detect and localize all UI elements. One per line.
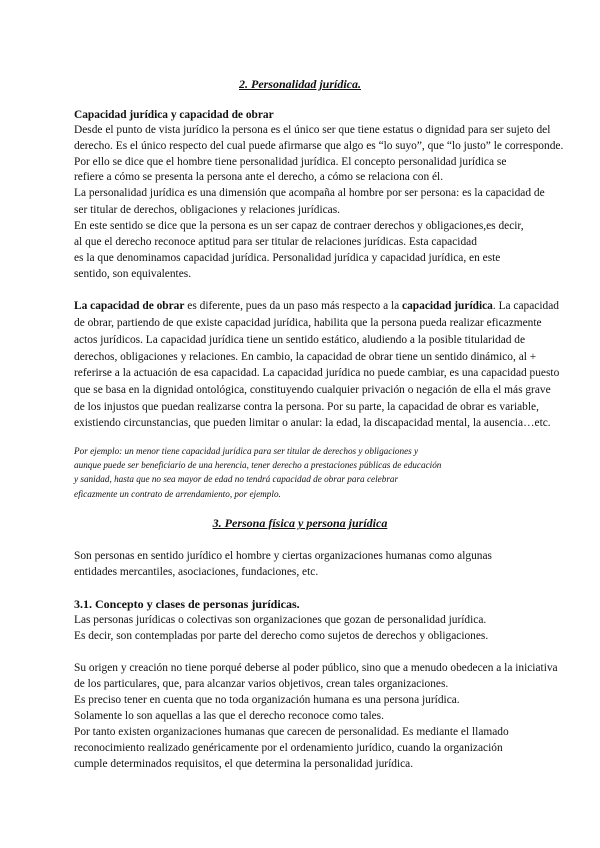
text-line: eficazmente un contrato de arrendamiento, por ejemplo.	[74, 489, 281, 499]
text-line: al que el derecho reconoce aptitud para ser titular de relaciones jurídicas. Esta capacidad	[74, 236, 477, 248]
text-line: Por ejemplo: un menor tiene capacidad jurídica para ser titular de derechos y obligaciones y	[74, 446, 419, 456]
text-line	[74, 299, 559, 313]
text-line: referirse a la actuación de esa capacidad. La capacidad jurídica no puede cambiar, es una capacidad puesto	[74, 367, 560, 379]
section-2-heading: 2. Personalidad jurídica.	[238, 77, 361, 91]
section-3-heading: 3. Persona física y persona jurídica	[212, 516, 388, 530]
text-line: Es decir, son contempladas por parte del derecho como sujetos de derechos y obligaciones.	[74, 630, 489, 642]
section-2-subheading: Capacidad jurídica y capacidad de obrar	[74, 109, 274, 121]
bold-term: La capacidad de obrar	[74, 300, 185, 312]
text-line: refiere a cómo se presenta la persona ante el derecho, a cómo se relaciona con él.	[74, 171, 444, 183]
text-line: Por tanto existen organizaciones humanas que carecen de personalidad. Es mediante el llamado	[74, 726, 509, 738]
text-line: Son personas en sentido jurídico el hombre y ciertas organizaciones humanas como algunas	[74, 550, 492, 562]
text-line: existiendo circunstancias, que pueden limitar o anular: la edad, la discapacidad mental, la ausencia…etc.	[74, 417, 551, 429]
text-line: actos jurídicos. La capacidad jurídica tiene un sentido estático, aludiendo a la posible titularidad de	[74, 334, 526, 346]
text-span: . La capacidad	[492, 300, 559, 312]
text-line: aunque puede ser beneficiario de una herencia, tener derecho a prestaciones públicas de educación	[74, 460, 442, 470]
text-line: de los injustos que puedan realizarse contra la persona. Por su parte, la capacidad de obrar es variable,	[74, 401, 539, 413]
text-line: Es preciso tener en cuenta que no toda organización humana es una persona jurídica.	[74, 694, 460, 706]
text-line: y sanidad, hasta que no sea mayor de edad no tendrá capacidad de obrar para celebrar	[74, 474, 399, 484]
text-line: reconocimiento realizado genéricamente por el ordenamiento jurídico, cuando la organización	[74, 742, 503, 754]
text-line: que se basa en la dignidad ontológica, constituyendo cualquier privación o negación de ella el más grave	[74, 384, 551, 396]
text-line: Su origen y creación no tiene porqué deberse al poder público, sino que a menudo obedecen a la iniciativa	[74, 662, 558, 674]
text-span: es diferente, pues da un paso más respecto a la	[184, 300, 403, 312]
text-line: es la que denominamos capacidad jurídica. Personalidad jurídica y capacidad jurídica, en este	[74, 252, 501, 264]
text-line: En este sentido se dice que la persona es un ser capaz de contraer derechos y obligaciones,es decir,	[74, 220, 524, 232]
text-line: Solamente lo son aquellas a las que el derecho reconoce como tales.	[74, 710, 384, 722]
text-line: de obrar, partiendo de que existe capacidad jurídica, habilita que la persona pueda realizar eficazmente	[74, 317, 542, 329]
text-line: La personalidad jurídica es una dimensión que acompaña al hombre por ser persona: es la capacidad de	[74, 187, 545, 199]
text-line: derecho. Es el único respecto del cual puede afirmarse que algo es “lo suyo”, que “lo justo” le corresponde.	[74, 140, 564, 152]
text-line: Desde el punto de vista jurídico la persona es el único ser que tiene estatus o dignidad para ser sujeto del	[74, 124, 551, 136]
text-line: de los particulares, que, para alcanzar varios objetivos, crean tales organizaciones.	[74, 678, 449, 690]
text-line: derechos, obligaciones y relaciones. En cambio, la capacidad de obrar tiene un sentido dinámico, al +	[74, 351, 537, 363]
text-line: ser titular de derechos, obligaciones y relaciones jurídicas.	[74, 204, 341, 216]
text-line: cumple determinados requisitos, el que determina la personalidad jurídica.	[74, 758, 414, 770]
text-line: Por ello se dice que el hombre tiene personalidad jurídica. El concepto personalidad jurídica se	[74, 156, 507, 168]
text-line: sentido, son equivalentes.	[74, 268, 192, 280]
text-line: entidades mercantiles, asociaciones, fundaciones, etc.	[74, 566, 319, 578]
bold-term: capacidad jurídica	[402, 300, 493, 312]
text-line: Las personas jurídicas o colectivas son organizaciones que gozan de personalidad jurídica.	[74, 614, 487, 626]
section-3-1-subheading: 3.1. Concepto y clases de personas jurídicas.	[74, 597, 300, 611]
